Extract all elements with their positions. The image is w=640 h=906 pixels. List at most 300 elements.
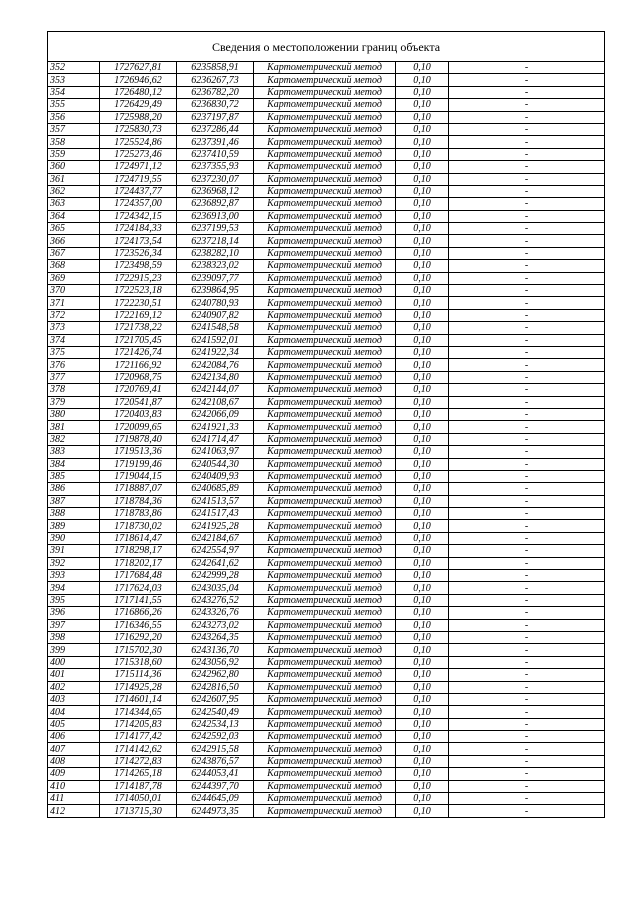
table-row bbox=[48, 161, 605, 173]
point-number-cell: 359 bbox=[48, 148, 100, 160]
table-row bbox=[48, 62, 605, 74]
description-cell: - bbox=[449, 408, 605, 420]
description-cell: - bbox=[449, 607, 605, 619]
table-row bbox=[48, 111, 605, 123]
description-cell: - bbox=[449, 210, 605, 222]
x-coordinate-cell: 1719878,40 bbox=[100, 433, 177, 445]
x-coordinate-cell: 1714925,28 bbox=[100, 681, 177, 693]
table-row bbox=[48, 322, 605, 334]
y-coordinate-cell: 6242184,67 bbox=[177, 532, 254, 544]
table-row bbox=[48, 223, 605, 235]
x-coordinate-cell: 1716346,55 bbox=[100, 619, 177, 631]
x-coordinate-cell: 1718614,47 bbox=[100, 532, 177, 544]
point-number-cell: 384 bbox=[48, 458, 100, 470]
precision-cell: 0,10 bbox=[396, 123, 449, 135]
point-number-cell: 375 bbox=[48, 346, 100, 358]
point-number-cell: 361 bbox=[48, 173, 100, 185]
description-cell: - bbox=[449, 235, 605, 247]
precision-cell: 0,10 bbox=[396, 718, 449, 730]
description-cell: - bbox=[449, 619, 605, 631]
point-number-cell: 371 bbox=[48, 297, 100, 309]
description-cell: - bbox=[449, 99, 605, 111]
x-coordinate-cell: 1725273,46 bbox=[100, 148, 177, 160]
x-coordinate-cell: 1714177,42 bbox=[100, 731, 177, 743]
description-cell: - bbox=[449, 780, 605, 792]
table-row bbox=[48, 520, 605, 532]
precision-cell: 0,10 bbox=[396, 99, 449, 111]
method-cell: Картометрический метод bbox=[254, 582, 396, 594]
y-coordinate-cell: 6240780,93 bbox=[177, 297, 254, 309]
description-cell: - bbox=[449, 223, 605, 235]
table-row bbox=[48, 86, 605, 98]
table-row bbox=[48, 483, 605, 495]
description-cell: - bbox=[449, 458, 605, 470]
y-coordinate-cell: 6243876,57 bbox=[177, 755, 254, 767]
description-cell: - bbox=[449, 495, 605, 507]
precision-cell: 0,10 bbox=[396, 656, 449, 668]
y-coordinate-cell: 6237286,44 bbox=[177, 123, 254, 135]
table-row bbox=[48, 607, 605, 619]
method-cell: Картометрический метод bbox=[254, 210, 396, 222]
y-coordinate-cell: 6242999,28 bbox=[177, 570, 254, 582]
x-coordinate-cell: 1719044,15 bbox=[100, 470, 177, 482]
x-coordinate-cell: 1715702,30 bbox=[100, 644, 177, 656]
precision-cell: 0,10 bbox=[396, 619, 449, 631]
precision-cell: 0,10 bbox=[396, 607, 449, 619]
description-cell: - bbox=[449, 743, 605, 755]
point-number-cell: 388 bbox=[48, 508, 100, 520]
y-coordinate-cell: 6242084,76 bbox=[177, 359, 254, 371]
method-cell: Картометрический метод bbox=[254, 743, 396, 755]
point-number-cell: 386 bbox=[48, 483, 100, 495]
description-cell: - bbox=[449, 644, 605, 656]
point-number-cell: 398 bbox=[48, 631, 100, 643]
x-coordinate-cell: 1719199,46 bbox=[100, 458, 177, 470]
table-row bbox=[48, 433, 605, 445]
y-coordinate-cell: 6241921,33 bbox=[177, 421, 254, 433]
point-number-cell: 357 bbox=[48, 123, 100, 135]
table-row bbox=[48, 570, 605, 582]
description-cell: - bbox=[449, 446, 605, 458]
precision-cell: 0,10 bbox=[396, 557, 449, 569]
method-cell: Картометрический метод bbox=[254, 396, 396, 408]
point-number-cell: 372 bbox=[48, 309, 100, 321]
description-cell: - bbox=[449, 718, 605, 730]
precision-cell: 0,10 bbox=[396, 359, 449, 371]
x-coordinate-cell: 1722169,12 bbox=[100, 309, 177, 321]
precision-cell: 0,10 bbox=[396, 322, 449, 334]
description-cell: - bbox=[449, 247, 605, 259]
y-coordinate-cell: 6237218,14 bbox=[177, 235, 254, 247]
x-coordinate-cell: 1724719,55 bbox=[100, 173, 177, 185]
table-row bbox=[48, 594, 605, 606]
precision-cell: 0,10 bbox=[396, 433, 449, 445]
table-row bbox=[48, 334, 605, 346]
table-row bbox=[48, 458, 605, 470]
table-row bbox=[48, 718, 605, 730]
x-coordinate-cell: 1724184,33 bbox=[100, 223, 177, 235]
precision-cell: 0,10 bbox=[396, 210, 449, 222]
description-cell: - bbox=[449, 582, 605, 594]
y-coordinate-cell: 6242915,58 bbox=[177, 743, 254, 755]
point-number-cell: 383 bbox=[48, 446, 100, 458]
method-cell: Картометрический метод bbox=[254, 285, 396, 297]
description-cell: - bbox=[449, 74, 605, 86]
method-cell: Картометрический метод bbox=[254, 185, 396, 197]
point-number-cell: 390 bbox=[48, 532, 100, 544]
x-coordinate-cell: 1726429,49 bbox=[100, 99, 177, 111]
method-cell: Картометрический метод bbox=[254, 644, 396, 656]
description-cell: - bbox=[449, 346, 605, 358]
x-coordinate-cell: 1718202,17 bbox=[100, 557, 177, 569]
table-row bbox=[48, 731, 605, 743]
y-coordinate-cell: 6243035,04 bbox=[177, 582, 254, 594]
point-number-cell: 408 bbox=[48, 755, 100, 767]
description-cell: - bbox=[449, 805, 605, 817]
y-coordinate-cell: 6235858,91 bbox=[177, 62, 254, 74]
table-row bbox=[48, 656, 605, 668]
description-cell: - bbox=[449, 594, 605, 606]
description-cell: - bbox=[449, 185, 605, 197]
precision-cell: 0,10 bbox=[396, 681, 449, 693]
point-number-cell: 393 bbox=[48, 570, 100, 582]
method-cell: Картометрический метод bbox=[254, 173, 396, 185]
description-cell: - bbox=[449, 285, 605, 297]
x-coordinate-cell: 1724173,54 bbox=[100, 235, 177, 247]
description-cell: - bbox=[449, 570, 605, 582]
point-number-cell: 368 bbox=[48, 260, 100, 272]
x-coordinate-cell: 1716866,26 bbox=[100, 607, 177, 619]
precision-cell: 0,10 bbox=[396, 346, 449, 358]
precision-cell: 0,10 bbox=[396, 62, 449, 74]
point-number-cell: 363 bbox=[48, 198, 100, 210]
method-cell: Картометрический метод bbox=[254, 495, 396, 507]
point-number-cell: 370 bbox=[48, 285, 100, 297]
x-coordinate-cell: 1718784,36 bbox=[100, 495, 177, 507]
description-cell: - bbox=[449, 755, 605, 767]
precision-cell: 0,10 bbox=[396, 594, 449, 606]
precision-cell: 0,10 bbox=[396, 309, 449, 321]
table-row bbox=[48, 185, 605, 197]
x-coordinate-cell: 1717684,48 bbox=[100, 570, 177, 582]
y-coordinate-cell: 6237199,53 bbox=[177, 223, 254, 235]
x-coordinate-cell: 1715318,60 bbox=[100, 656, 177, 668]
method-cell: Картометрический метод bbox=[254, 768, 396, 780]
precision-cell: 0,10 bbox=[396, 495, 449, 507]
precision-cell: 0,10 bbox=[396, 161, 449, 173]
description-cell: - bbox=[449, 136, 605, 148]
table-row bbox=[48, 470, 605, 482]
description-cell: - bbox=[449, 731, 605, 743]
x-coordinate-cell: 1724971,12 bbox=[100, 161, 177, 173]
table-row bbox=[48, 297, 605, 309]
y-coordinate-cell: 6242134,80 bbox=[177, 371, 254, 383]
precision-cell: 0,10 bbox=[396, 520, 449, 532]
x-coordinate-cell: 1722915,23 bbox=[100, 272, 177, 284]
precision-cell: 0,10 bbox=[396, 260, 449, 272]
method-cell: Картометрический метод bbox=[254, 470, 396, 482]
table-row bbox=[48, 644, 605, 656]
x-coordinate-cell: 1723526,34 bbox=[100, 247, 177, 259]
table-row bbox=[48, 285, 605, 297]
point-number-cell: 411 bbox=[48, 793, 100, 805]
description-cell: - bbox=[449, 161, 605, 173]
method-cell: Картометрический метод bbox=[254, 223, 396, 235]
point-number-cell: 379 bbox=[48, 396, 100, 408]
precision-cell: 0,10 bbox=[396, 297, 449, 309]
x-coordinate-cell: 1725524,86 bbox=[100, 136, 177, 148]
method-cell: Картометрический метод bbox=[254, 111, 396, 123]
point-number-cell: 407 bbox=[48, 743, 100, 755]
method-cell: Картометрический метод bbox=[254, 755, 396, 767]
point-number-cell: 354 bbox=[48, 86, 100, 98]
precision-cell: 0,10 bbox=[396, 532, 449, 544]
precision-cell: 0,10 bbox=[396, 198, 449, 210]
precision-cell: 0,10 bbox=[396, 508, 449, 520]
precision-cell: 0,10 bbox=[396, 74, 449, 86]
point-number-cell: 369 bbox=[48, 272, 100, 284]
x-coordinate-cell: 1714205,83 bbox=[100, 718, 177, 730]
table-row bbox=[48, 793, 605, 805]
x-coordinate-cell: 1717624,03 bbox=[100, 582, 177, 594]
description-cell: - bbox=[449, 693, 605, 705]
point-number-cell: 412 bbox=[48, 805, 100, 817]
x-coordinate-cell: 1720099,65 bbox=[100, 421, 177, 433]
x-coordinate-cell: 1722230,51 bbox=[100, 297, 177, 309]
point-number-cell: 364 bbox=[48, 210, 100, 222]
table-row bbox=[48, 681, 605, 693]
point-number-cell: 410 bbox=[48, 780, 100, 792]
description-cell: - bbox=[449, 173, 605, 185]
y-coordinate-cell: 6244053,41 bbox=[177, 768, 254, 780]
table-row bbox=[48, 346, 605, 358]
y-coordinate-cell: 6240409,93 bbox=[177, 470, 254, 482]
x-coordinate-cell: 1720541,87 bbox=[100, 396, 177, 408]
method-cell: Картометрический метод bbox=[254, 334, 396, 346]
y-coordinate-cell: 6239097,77 bbox=[177, 272, 254, 284]
table-row bbox=[48, 359, 605, 371]
x-coordinate-cell: 1721166,92 bbox=[100, 359, 177, 371]
y-coordinate-cell: 6242592,03 bbox=[177, 731, 254, 743]
point-number-cell: 381 bbox=[48, 421, 100, 433]
method-cell: Картометрический метод bbox=[254, 458, 396, 470]
point-number-cell: 406 bbox=[48, 731, 100, 743]
y-coordinate-cell: 6240907,82 bbox=[177, 309, 254, 321]
x-coordinate-cell: 1718783,86 bbox=[100, 508, 177, 520]
point-number-cell: 385 bbox=[48, 470, 100, 482]
document-title: Сведения о местоположении границ объекта bbox=[47, 31, 605, 61]
method-cell: Картометрический метод bbox=[254, 718, 396, 730]
description-cell: - bbox=[449, 656, 605, 668]
table-body bbox=[48, 62, 605, 818]
point-number-cell: 397 bbox=[48, 619, 100, 631]
boundary-coordinates-table bbox=[47, 61, 605, 818]
description-cell: - bbox=[449, 768, 605, 780]
table-row bbox=[48, 755, 605, 767]
description-cell: - bbox=[449, 62, 605, 74]
y-coordinate-cell: 6236267,73 bbox=[177, 74, 254, 86]
table-row bbox=[48, 768, 605, 780]
point-number-cell: 409 bbox=[48, 768, 100, 780]
description-cell: - bbox=[449, 681, 605, 693]
point-number-cell: 367 bbox=[48, 247, 100, 259]
method-cell: Картометрический метод bbox=[254, 297, 396, 309]
precision-cell: 0,10 bbox=[396, 247, 449, 259]
description-cell: - bbox=[449, 396, 605, 408]
description-cell: - bbox=[449, 508, 605, 520]
table-row bbox=[48, 693, 605, 705]
precision-cell: 0,10 bbox=[396, 545, 449, 557]
method-cell: Картометрический метод bbox=[254, 384, 396, 396]
x-coordinate-cell: 1725830,73 bbox=[100, 123, 177, 135]
method-cell: Картометрический метод bbox=[254, 693, 396, 705]
x-coordinate-cell: 1727627,81 bbox=[100, 62, 177, 74]
point-number-cell: 366 bbox=[48, 235, 100, 247]
description-cell: - bbox=[449, 706, 605, 718]
method-cell: Картометрический метод bbox=[254, 346, 396, 358]
x-coordinate-cell: 1716292,20 bbox=[100, 631, 177, 643]
precision-cell: 0,10 bbox=[396, 470, 449, 482]
point-number-cell: 395 bbox=[48, 594, 100, 606]
y-coordinate-cell: 6243276,52 bbox=[177, 594, 254, 606]
y-coordinate-cell: 6242607,95 bbox=[177, 693, 254, 705]
method-cell: Картометрический метод bbox=[254, 607, 396, 619]
point-number-cell: 396 bbox=[48, 607, 100, 619]
precision-cell: 0,10 bbox=[396, 458, 449, 470]
point-number-cell: 378 bbox=[48, 384, 100, 396]
precision-cell: 0,10 bbox=[396, 793, 449, 805]
description-cell: - bbox=[449, 532, 605, 544]
method-cell: Картометрический метод bbox=[254, 136, 396, 148]
y-coordinate-cell: 6242641,62 bbox=[177, 557, 254, 569]
method-cell: Картометрический метод bbox=[254, 446, 396, 458]
description-cell: - bbox=[449, 421, 605, 433]
method-cell: Картометрический метод bbox=[254, 99, 396, 111]
precision-cell: 0,10 bbox=[396, 148, 449, 160]
precision-cell: 0,10 bbox=[396, 235, 449, 247]
y-coordinate-cell: 6243136,70 bbox=[177, 644, 254, 656]
y-coordinate-cell: 6243273,02 bbox=[177, 619, 254, 631]
point-number-cell: 376 bbox=[48, 359, 100, 371]
precision-cell: 0,10 bbox=[396, 483, 449, 495]
precision-cell: 0,10 bbox=[396, 780, 449, 792]
method-cell: Картометрический метод bbox=[254, 247, 396, 259]
precision-cell: 0,10 bbox=[396, 136, 449, 148]
description-cell: - bbox=[449, 631, 605, 643]
table-row bbox=[48, 780, 605, 792]
y-coordinate-cell: 6236830,72 bbox=[177, 99, 254, 111]
y-coordinate-cell: 6242540,49 bbox=[177, 706, 254, 718]
x-coordinate-cell: 1724342,15 bbox=[100, 210, 177, 222]
x-coordinate-cell: 1714050,01 bbox=[100, 793, 177, 805]
y-coordinate-cell: 6238323,02 bbox=[177, 260, 254, 272]
point-number-cell: 374 bbox=[48, 334, 100, 346]
y-coordinate-cell: 6244397,70 bbox=[177, 780, 254, 792]
precision-cell: 0,10 bbox=[396, 371, 449, 383]
y-coordinate-cell: 6241922,34 bbox=[177, 346, 254, 358]
method-cell: Картометрический метод bbox=[254, 161, 396, 173]
precision-cell: 0,10 bbox=[396, 396, 449, 408]
method-cell: Картометрический метод bbox=[254, 198, 396, 210]
table-row bbox=[48, 706, 605, 718]
method-cell: Картометрический метод bbox=[254, 520, 396, 532]
point-number-cell: 392 bbox=[48, 557, 100, 569]
y-coordinate-cell: 6236968,12 bbox=[177, 185, 254, 197]
method-cell: Картометрический метод bbox=[254, 421, 396, 433]
description-cell: - bbox=[449, 793, 605, 805]
precision-cell: 0,10 bbox=[396, 582, 449, 594]
method-cell: Картометрический метод bbox=[254, 780, 396, 792]
precision-cell: 0,10 bbox=[396, 173, 449, 185]
point-number-cell: 360 bbox=[48, 161, 100, 173]
y-coordinate-cell: 6236913,00 bbox=[177, 210, 254, 222]
precision-cell: 0,10 bbox=[396, 631, 449, 643]
precision-cell: 0,10 bbox=[396, 86, 449, 98]
y-coordinate-cell: 6243056,92 bbox=[177, 656, 254, 668]
method-cell: Картометрический метод bbox=[254, 557, 396, 569]
method-cell: Картометрический метод bbox=[254, 433, 396, 445]
description-cell: - bbox=[449, 371, 605, 383]
x-coordinate-cell: 1726480,12 bbox=[100, 86, 177, 98]
y-coordinate-cell: 6237391,46 bbox=[177, 136, 254, 148]
precision-cell: 0,10 bbox=[396, 408, 449, 420]
table-row bbox=[48, 743, 605, 755]
table-row bbox=[48, 272, 605, 284]
y-coordinate-cell: 6241517,43 bbox=[177, 508, 254, 520]
point-number-cell: 355 bbox=[48, 99, 100, 111]
description-cell: - bbox=[449, 198, 605, 210]
point-number-cell: 356 bbox=[48, 111, 100, 123]
method-cell: Картометрический метод bbox=[254, 322, 396, 334]
description-cell: - bbox=[449, 359, 605, 371]
table-row bbox=[48, 136, 605, 148]
point-number-cell: 401 bbox=[48, 669, 100, 681]
precision-cell: 0,10 bbox=[396, 334, 449, 346]
x-coordinate-cell: 1719513,36 bbox=[100, 446, 177, 458]
table-row bbox=[48, 247, 605, 259]
method-cell: Картометрический метод bbox=[254, 594, 396, 606]
y-coordinate-cell: 6241925,28 bbox=[177, 520, 254, 532]
x-coordinate-cell: 1720769,41 bbox=[100, 384, 177, 396]
y-coordinate-cell: 6242066,09 bbox=[177, 408, 254, 420]
table-row bbox=[48, 210, 605, 222]
method-cell: Картометрический метод bbox=[254, 123, 396, 135]
x-coordinate-cell: 1722523,18 bbox=[100, 285, 177, 297]
description-cell: - bbox=[449, 148, 605, 160]
y-coordinate-cell: 6242554,97 bbox=[177, 545, 254, 557]
method-cell: Картометрический метод bbox=[254, 371, 396, 383]
point-number-cell: 402 bbox=[48, 681, 100, 693]
point-number-cell: 352 bbox=[48, 62, 100, 74]
table-row bbox=[48, 371, 605, 383]
method-cell: Картометрический метод bbox=[254, 669, 396, 681]
x-coordinate-cell: 1721738,22 bbox=[100, 322, 177, 334]
table-row bbox=[48, 669, 605, 681]
point-number-cell: 405 bbox=[48, 718, 100, 730]
y-coordinate-cell: 6241592,01 bbox=[177, 334, 254, 346]
precision-cell: 0,10 bbox=[396, 285, 449, 297]
precision-cell: 0,10 bbox=[396, 755, 449, 767]
point-number-cell: 380 bbox=[48, 408, 100, 420]
x-coordinate-cell: 1726946,62 bbox=[100, 74, 177, 86]
point-number-cell: 399 bbox=[48, 644, 100, 656]
method-cell: Картометрический метод bbox=[254, 706, 396, 718]
precision-cell: 0,10 bbox=[396, 768, 449, 780]
precision-cell: 0,10 bbox=[396, 384, 449, 396]
method-cell: Картометрический метод bbox=[254, 359, 396, 371]
description-cell: - bbox=[449, 309, 605, 321]
table-row bbox=[48, 446, 605, 458]
